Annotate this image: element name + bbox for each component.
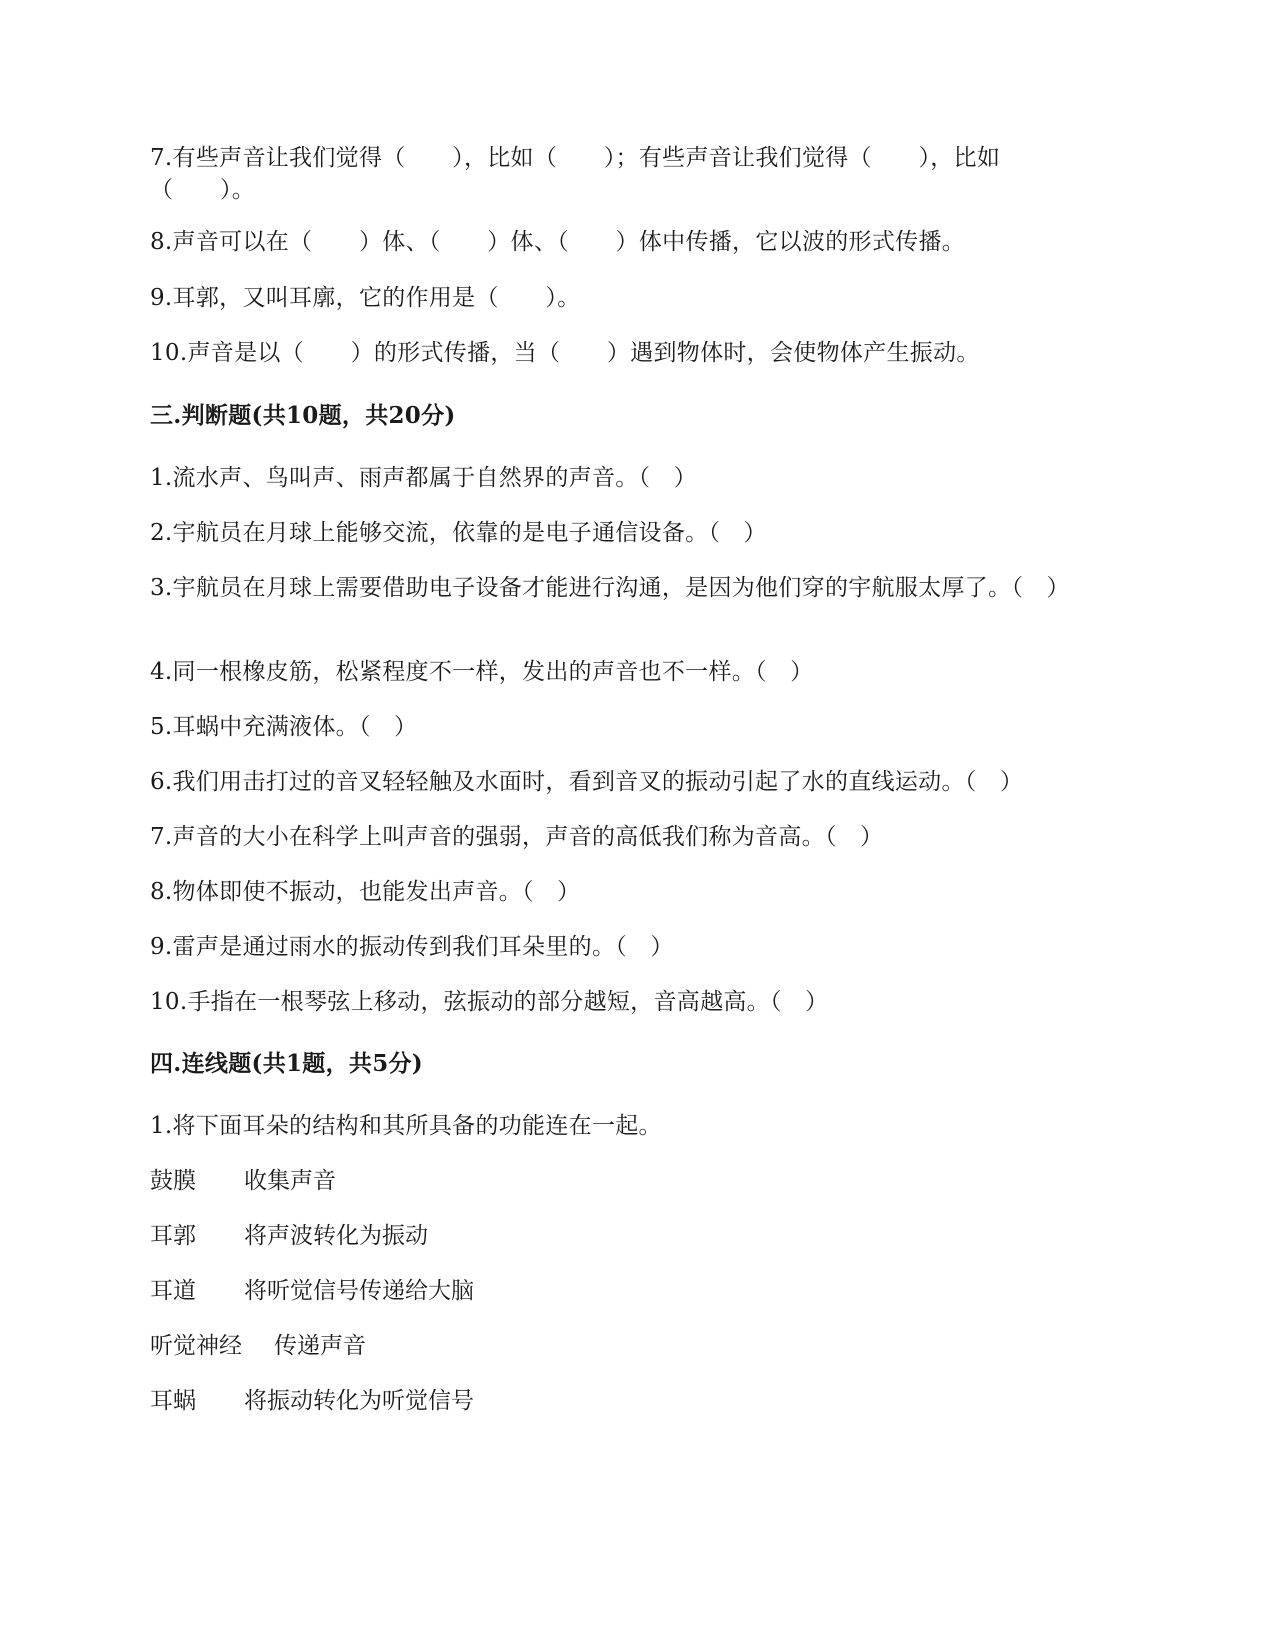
ear-structure-term: 听觉神经 [150, 1333, 242, 1359]
matching-pair [150, 1330, 366, 1362]
matching-question: 1.将下面耳朵的结构和其所具备的功能连在一起。 [150, 1113, 662, 1139]
ear-function-text: 将振动转化为听觉信号 [244, 1388, 474, 1414]
section-4-title: 四.连线题(共1题，共5分) [150, 1050, 423, 1077]
judge-item-8: 8.物体即使不振动，也能发出声音。（ ） [150, 879, 581, 905]
matching-pair [150, 1385, 474, 1417]
fill-blank-item-8: 8.声音可以在（ ）体、（ ）体、（ ）体中传播，它以波的形式传播。 [150, 229, 966, 255]
matching-pair [150, 1220, 428, 1252]
matching-pair [150, 1275, 474, 1307]
judge-item-10: 10.手指在一根琴弦上移动，弦振动的部分越短，音高越高。（ ） [150, 989, 829, 1015]
judge-item-2: 2.宇航员在月球上能够交流，依靠的是电子通信设备。（ ） [150, 520, 767, 546]
judge-item-1: 1.流水声、鸟叫声、雨声都属于自然界的声音。（ ） [150, 465, 697, 491]
ear-function-text: 收集声音 [244, 1168, 336, 1194]
ear-structure-term: 耳郭 [150, 1223, 196, 1249]
fill-blank-item-9: 9.耳郭，又叫耳廓，它的作用是（ ）。 [150, 285, 581, 311]
ear-structure-term: 耳道 [150, 1278, 196, 1304]
ear-structure-term: 鼓膜 [150, 1168, 196, 1194]
judge-item-6: 6.我们用击打过的音叉轻轻触及水面时，看到音叉的振动引起了水的直线运动。（ ） [150, 769, 1024, 795]
ear-function-text: 将声波转化为振动 [244, 1223, 428, 1249]
judge-item-5: 5.耳蜗中充满液体。（ ） [150, 714, 418, 740]
matching-pair [150, 1165, 336, 1197]
ear-structure-term: 耳蜗 [150, 1388, 196, 1414]
judge-item-9: 9.雷声是通过雨水的振动传到我们耳朵里的。（ ） [150, 934, 674, 960]
section-3-title: 三.判断题(共10题，共20分) [150, 402, 456, 429]
fill-blank-item-10: 10.声音是以（ ）的形式传播，当（ ）遇到物体时，会使物体产生振动。 [150, 340, 980, 366]
fill-blank-item-7: 7.有些声音让我们觉得（ ），比如（ ）；有些声音让我们觉得（ ），比如（ ）。 [150, 145, 1001, 203]
judge-item-3: 3.宇航员在月球上需要借助电子设备才能进行沟通，是因为他们穿的宇航服太厚了。（ ） [150, 575, 1070, 601]
ear-function-text: 传递声音 [274, 1333, 366, 1359]
judge-item-7: 7.声音的大小在科学上叫声音的强弱，声音的高低我们称为音高。（ ） [150, 824, 884, 850]
ear-function-text: 将听觉信号传递给大脑 [244, 1278, 474, 1304]
judge-item-4: 4.同一根橡皮筋，松紧程度不一样，发出的声音也不一样。（ ） [150, 659, 814, 685]
